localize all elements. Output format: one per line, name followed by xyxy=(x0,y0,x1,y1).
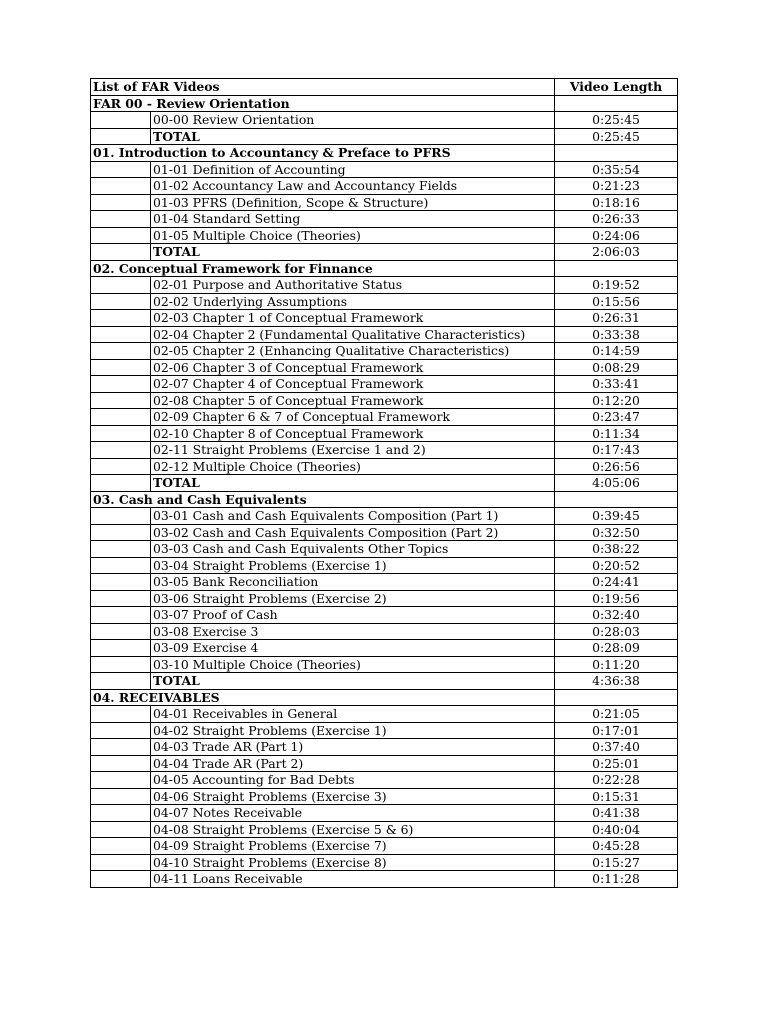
video-length: 0:12:20 xyxy=(555,392,678,409)
total-length: 0:25:45 xyxy=(555,128,678,145)
video-row xyxy=(91,161,678,178)
table-body xyxy=(91,79,678,888)
video-row xyxy=(91,442,678,459)
video-length: 0:17:43 xyxy=(555,442,678,459)
video-length: 0:20:52 xyxy=(555,557,678,574)
indent-cell xyxy=(91,557,151,574)
video-row xyxy=(91,409,678,426)
video-title: 04-04 Trade AR (Part 2) xyxy=(151,755,555,772)
total-row xyxy=(91,244,678,261)
indent-cell xyxy=(91,343,151,360)
video-row xyxy=(91,854,678,871)
video-length: 0:24:06 xyxy=(555,227,678,244)
total-label: TOTAL xyxy=(151,475,555,492)
indent-cell xyxy=(91,607,151,624)
video-row xyxy=(91,739,678,756)
video-length: 0:28:03 xyxy=(555,623,678,640)
video-title: 02-03 Chapter 1 of Conceptual Framework xyxy=(151,310,555,327)
table-header-row xyxy=(91,79,678,96)
video-title: 00-00 Review Orientation xyxy=(151,112,555,129)
indent-cell xyxy=(91,359,151,376)
section-header-row xyxy=(91,260,678,277)
video-title: 03-05 Bank Reconciliation xyxy=(151,574,555,591)
video-title: 01-05 Multiple Choice (Theories) xyxy=(151,227,555,244)
section-length-blank xyxy=(555,95,678,112)
section-header-row xyxy=(91,95,678,112)
video-title: 02-11 Straight Problems (Exercise 1 and 2) xyxy=(151,442,555,459)
video-row xyxy=(91,227,678,244)
indent-cell xyxy=(91,376,151,393)
video-length: 0:24:41 xyxy=(555,574,678,591)
video-title: 04-01 Receivables in General xyxy=(151,706,555,723)
video-length: 0:41:38 xyxy=(555,805,678,822)
indent-cell xyxy=(91,574,151,591)
video-title: 03-04 Straight Problems (Exercise 1) xyxy=(151,557,555,574)
header-title: List of FAR Videos xyxy=(91,79,555,96)
video-title: 04-05 Accounting for Bad Debts xyxy=(151,772,555,789)
video-title: 03-07 Proof of Cash xyxy=(151,607,555,624)
total-row xyxy=(91,128,678,145)
video-title: 02-08 Chapter 5 of Conceptual Framework xyxy=(151,392,555,409)
video-length: 0:25:45 xyxy=(555,112,678,129)
video-row xyxy=(91,293,678,310)
video-title: 04-11 Loans Receivable xyxy=(151,871,555,888)
video-row xyxy=(91,871,678,888)
total-label: TOTAL xyxy=(151,128,555,145)
video-title: 03-09 Exercise 4 xyxy=(151,640,555,657)
indent-cell xyxy=(91,293,151,310)
indent-cell xyxy=(91,838,151,855)
indent-cell xyxy=(91,409,151,426)
indent-cell xyxy=(91,524,151,541)
total-length: 2:06:03 xyxy=(555,244,678,261)
video-row xyxy=(91,722,678,739)
video-title: 02-07 Chapter 4 of Conceptual Framework xyxy=(151,376,555,393)
video-length: 0:18:16 xyxy=(555,194,678,211)
total-length: 4:05:06 xyxy=(555,475,678,492)
section-title: 02. Conceptual Framework for Finnance xyxy=(91,260,555,277)
video-title: 04-03 Trade AR (Part 1) xyxy=(151,739,555,756)
indent-cell xyxy=(91,425,151,442)
indent-cell xyxy=(91,755,151,772)
video-title: 04-08 Straight Problems (Exercise 5 & 6) xyxy=(151,821,555,838)
video-row xyxy=(91,343,678,360)
indent-cell xyxy=(91,788,151,805)
section-header-row xyxy=(91,689,678,706)
section-header-row xyxy=(91,491,678,508)
indent-cell xyxy=(91,128,151,145)
video-row xyxy=(91,211,678,228)
video-row xyxy=(91,326,678,343)
video-row xyxy=(91,392,678,409)
indent-cell xyxy=(91,656,151,673)
indent-cell xyxy=(91,178,151,195)
video-length: 0:19:52 xyxy=(555,277,678,294)
video-title: 02-12 Multiple Choice (Theories) xyxy=(151,458,555,475)
video-length: 0:45:28 xyxy=(555,838,678,855)
video-length: 0:25:01 xyxy=(555,755,678,772)
header-video-length: Video Length xyxy=(555,79,678,96)
video-length: 0:32:50 xyxy=(555,524,678,541)
video-title: 04-06 Straight Problems (Exercise 3) xyxy=(151,788,555,805)
video-length: 0:38:22 xyxy=(555,541,678,558)
indent-cell xyxy=(91,871,151,888)
total-length: 4:36:38 xyxy=(555,673,678,690)
indent-cell xyxy=(91,623,151,640)
video-row xyxy=(91,805,678,822)
video-length: 0:17:01 xyxy=(555,722,678,739)
video-row xyxy=(91,359,678,376)
video-length: 0:28:09 xyxy=(555,640,678,657)
video-length: 0:33:41 xyxy=(555,376,678,393)
video-length: 0:19:56 xyxy=(555,590,678,607)
video-title: 03-01 Cash and Cash Equivalents Composition (Part 1) xyxy=(151,508,555,525)
video-length: 0:15:56 xyxy=(555,293,678,310)
video-row xyxy=(91,112,678,129)
video-length: 0:39:45 xyxy=(555,508,678,525)
indent-cell xyxy=(91,706,151,723)
video-row xyxy=(91,277,678,294)
video-row xyxy=(91,838,678,855)
video-length: 0:21:05 xyxy=(555,706,678,723)
video-row xyxy=(91,541,678,558)
video-length: 0:32:40 xyxy=(555,607,678,624)
video-length: 0:15:27 xyxy=(555,854,678,871)
section-title: 01. Introduction to Accountancy & Preface to PFRS xyxy=(91,145,555,162)
video-row xyxy=(91,557,678,574)
video-length: 0:35:54 xyxy=(555,161,678,178)
video-length: 0:15:31 xyxy=(555,788,678,805)
video-row xyxy=(91,310,678,327)
video-title: 02-05 Chapter 2 (Enhancing Qualitative Characteristics) xyxy=(151,343,555,360)
video-row xyxy=(91,524,678,541)
section-title: 03. Cash and Cash Equivalents xyxy=(91,491,555,508)
video-title: 01-01 Definition of Accounting xyxy=(151,161,555,178)
indent-cell xyxy=(91,821,151,838)
indent-cell xyxy=(91,277,151,294)
video-row xyxy=(91,425,678,442)
video-title: 02-10 Chapter 8 of Conceptual Framework xyxy=(151,425,555,442)
indent-cell xyxy=(91,194,151,211)
video-title: 04-02 Straight Problems (Exercise 1) xyxy=(151,722,555,739)
video-row xyxy=(91,508,678,525)
video-row xyxy=(91,194,678,211)
indent-cell xyxy=(91,458,151,475)
video-length: 0:21:23 xyxy=(555,178,678,195)
video-row xyxy=(91,772,678,789)
video-row xyxy=(91,821,678,838)
video-title: 03-02 Cash and Cash Equivalents Composition (Part 2) xyxy=(151,524,555,541)
video-title: 01-04 Standard Setting xyxy=(151,211,555,228)
indent-cell xyxy=(91,805,151,822)
section-length-blank xyxy=(555,689,678,706)
indent-cell xyxy=(91,326,151,343)
video-row xyxy=(91,640,678,657)
video-title: 02-02 Underlying Assumptions xyxy=(151,293,555,310)
video-length: 0:26:56 xyxy=(555,458,678,475)
indent-cell xyxy=(91,854,151,871)
indent-cell xyxy=(91,392,151,409)
indent-cell xyxy=(91,112,151,129)
video-title: 02-06 Chapter 3 of Conceptual Framework xyxy=(151,359,555,376)
video-length: 0:37:40 xyxy=(555,739,678,756)
video-title: 04-10 Straight Problems (Exercise 8) xyxy=(151,854,555,871)
video-length: 0:23:47 xyxy=(555,409,678,426)
video-length: 0:11:20 xyxy=(555,656,678,673)
indent-cell xyxy=(91,161,151,178)
section-length-blank xyxy=(555,260,678,277)
indent-cell xyxy=(91,640,151,657)
video-row xyxy=(91,590,678,607)
video-length: 0:40:04 xyxy=(555,821,678,838)
video-row xyxy=(91,706,678,723)
video-row xyxy=(91,574,678,591)
section-header-row xyxy=(91,145,678,162)
video-title: 03-03 Cash and Cash Equivalents Other Topics xyxy=(151,541,555,558)
indent-cell xyxy=(91,590,151,607)
video-title: 04-09 Straight Problems (Exercise 7) xyxy=(151,838,555,855)
indent-cell xyxy=(91,442,151,459)
video-row xyxy=(91,788,678,805)
indent-cell xyxy=(91,739,151,756)
video-title: 02-01 Purpose and Authoritative Status xyxy=(151,277,555,294)
video-length: 0:08:29 xyxy=(555,359,678,376)
indent-cell xyxy=(91,227,151,244)
video-length: 0:11:28 xyxy=(555,871,678,888)
video-length: 0:14:59 xyxy=(555,343,678,360)
video-length: 0:26:33 xyxy=(555,211,678,228)
section-title: 04. RECEIVABLES xyxy=(91,689,555,706)
total-label: TOTAL xyxy=(151,673,555,690)
indent-cell xyxy=(91,211,151,228)
indent-cell xyxy=(91,722,151,739)
video-length: 0:22:28 xyxy=(555,772,678,789)
video-title: 02-09 Chapter 6 & 7 of Conceptual Framework xyxy=(151,409,555,426)
section-length-blank xyxy=(555,145,678,162)
indent-cell xyxy=(91,673,151,690)
video-row xyxy=(91,755,678,772)
video-title: 03-06 Straight Problems (Exercise 2) xyxy=(151,590,555,607)
indent-cell xyxy=(91,772,151,789)
video-row xyxy=(91,656,678,673)
total-row xyxy=(91,673,678,690)
video-title: 04-07 Notes Receivable xyxy=(151,805,555,822)
video-row xyxy=(91,376,678,393)
section-length-blank xyxy=(555,491,678,508)
section-title: FAR 00 - Review Orientation xyxy=(91,95,555,112)
video-row xyxy=(91,607,678,624)
video-title: 01-03 PFRS (Definition, Scope & Structure) xyxy=(151,194,555,211)
video-length: 0:26:31 xyxy=(555,310,678,327)
video-row xyxy=(91,458,678,475)
video-length: 0:11:34 xyxy=(555,425,678,442)
indent-cell xyxy=(91,310,151,327)
indent-cell xyxy=(91,475,151,492)
video-title: 01-02 Accountancy Law and Accountancy Fields xyxy=(151,178,555,195)
video-length: 0:33:38 xyxy=(555,326,678,343)
total-label: TOTAL xyxy=(151,244,555,261)
indent-cell xyxy=(91,244,151,261)
video-row xyxy=(91,178,678,195)
video-row xyxy=(91,623,678,640)
video-title: 03-10 Multiple Choice (Theories) xyxy=(151,656,555,673)
far-videos-table xyxy=(90,78,678,888)
video-title: 03-08 Exercise 3 xyxy=(151,623,555,640)
indent-cell xyxy=(91,508,151,525)
video-title: 02-04 Chapter 2 (Fundamental Qualitative Characteristics) xyxy=(151,326,555,343)
indent-cell xyxy=(91,541,151,558)
total-row xyxy=(91,475,678,492)
